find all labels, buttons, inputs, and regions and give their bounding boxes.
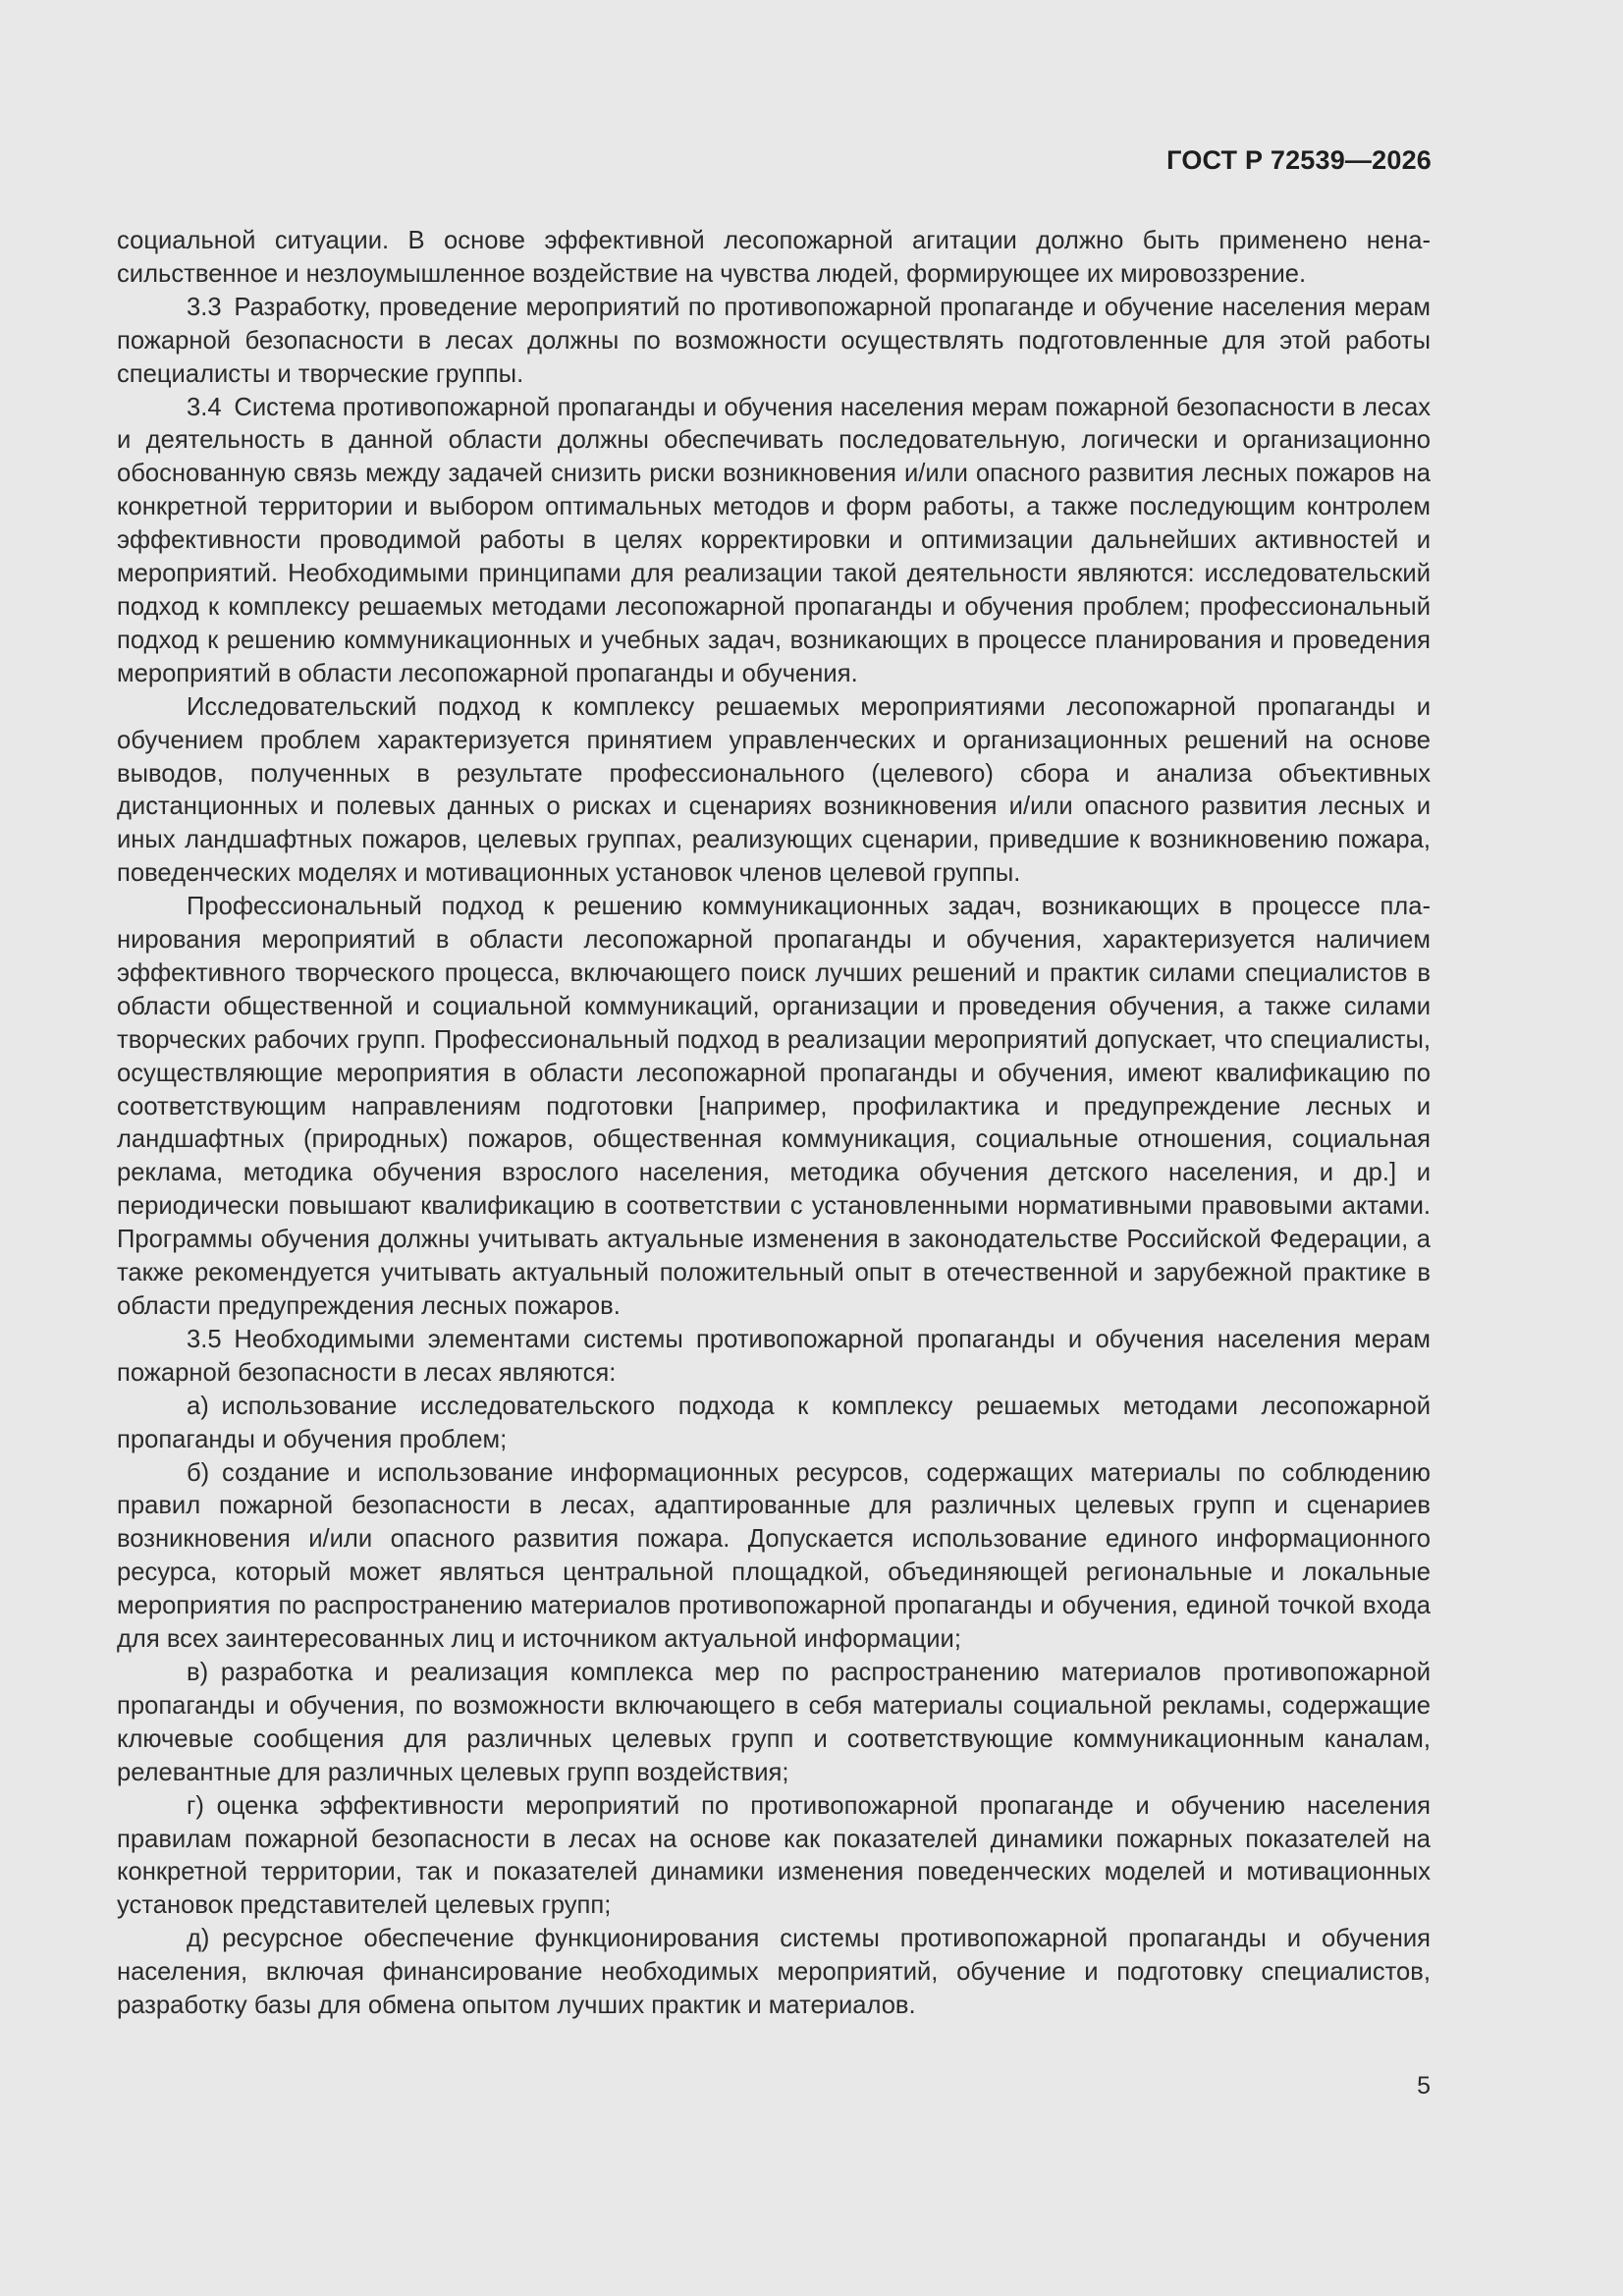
paragraph: д) ресурсное обеспечение функционирования системы противопожарной пропаганды и обучения населения, включая финансирование необходимых мероприятий, обучение и подготовку специалистов, разработку базы для обмена опытом лучших практик и материалов. (117, 1925, 1431, 2020)
paragraph: в) разработка и реализация комплекса мер по распространению материалов противопожарной пропаганды и обучения, по возможности включающего в себя материалы социальной рекламы, содержащие ключевые сообщения для различных целевых групп и соответствующие коммуникационным каналам, релевантные для различных целевых групп воздействия; (117, 1658, 1431, 1786)
paragraph: Профессиональный подход к решению коммуникационных задач, возникающих в процессе планирования мероприятий в области лесопожарной пропаганды и обучения, характеризуется наличием эффективного творческого процесса, включающего поиск лучших решений и практик силами специалистов в области общественной и социальной коммуникаций, организации и проведения обучения, а также силами творческих рабочих групп. Профессиональный подход в реализации мероприятий допускает, что специалисты, осуществляющие мероприятия в области лесопожарной пропаганды и обучения, имеют квалификацию по соответствующим направлениям подготовки [например, профилактика и предупреждение лесных и ландшафтных (природных) пожаров, общественная коммуникация, социальные отношения, социальная реклама, методика обучения взрослого населения, методика обучения детского населения, и др.] и периодически повышают квалификацию в соответствии с установленными нормативными правовыми актами. Программы обучения должны учитывать актуальные изменения в законодательстве Российской Федерации, а также рекомендуется учитывать актуальный положительный опыт в отечественной и зарубежной практике в области предупреждения лесных пожаров. (117, 893, 1431, 1320)
paragraph: а) использование исследовательского подхода к комплексу решаемых методами лесопожарной пропаганды и обучения проблем; (117, 1392, 1431, 1453)
paragraph: б) создание и использование информационных ресурсов, содержащих материалы по соблюдению правил пожарной безопасности в лесах, адаптированные для различных целевых групп и сценариев возникновения и/или опасного развития пожара. Допускается использование единого информационного ресурса, который может являться центральной площадкой, объединяющей региональные и локальные мероприятия по распространению материалов противопожарной пропаганды и обучения, единой точкой входа для всех заинтересованных лиц и источником актуальной информации; (117, 1458, 1431, 1654)
paragraph: г) оценка эффективности мероприятий по противопожарной пропаганде и обучению населения правилам пожарной безопасности в лесах на основе как показателей динамики пожарных показателей на конкретной территории, так и показателей динамики изменения поведенческих моделей и мотивационных установок представителей целевых групп; (117, 1791, 1431, 1920)
paragraph: 3.4 Система противопожарной пропаганды и обучения населения мерам пожарной безопасности в лесах и деятельность в данной области должны обеспечивать последовательную, логически и организационно обоснованную связь между задачей снизить риски возникновения и/или опасного развития лесных пожаров на конкретной территории и выбором оптимальных методов и форм работы, а также последующим контролем эффективности проводимой работы в целях корректировки и оптимизации дальнейших активностей и мероприятий. Необходимыми принципами для реализации такой деятельности являются: исследовательский подход к комплексу решаемых методами лесопожарной пропаганды и обучения проблем; профессиональный подход к решению коммуникационных и учебных задач, возникающих в процессе планирования и проведения мероприятий в области лесопожарной пропаганды и обучения. (117, 393, 1431, 687)
paragraph: социальной ситуации. В основе эффективной лесопожарной агитации должно быть применено ненасильственное и незлоумышленное воздействие на чувства людей, формирующее их мировоззрение. (117, 227, 1431, 288)
document-designation: ГОСТ Р 72539—2026 (1166, 145, 1432, 175)
paragraph: 3.5 Необходимыми элементами системы противопожарной пропаганды и обучения населения мерам пожарной безопасности в лесах являются: (117, 1325, 1431, 1387)
paragraph: 3.3 Разработку, проведение мероприятий по противопожарной пропаганде и обучение населения мерам пожарной безопасности в лесах должны по возможности осуществлять подготовленные для этой работы специалисты и творческие группы. (117, 293, 1431, 388)
paragraph: Исследовательский подход к комплексу решаемых мероприятиями лесопожарной пропаганды и обучением проблем характеризуется принятием управленческих и организационных решений на основе выводов, полученных в результате профессионального (целевого) сбора и анализа объективных дистанционных и полевых данных о рисках и сценариях возникновения и/или опасного развития лесных и иных ландшафтных пожаров, целевых группах, реализующих сценарии, приведшие к возникновению пожара, поведенческих моделях и мотивационных установок членов целевой группы. (117, 692, 1431, 888)
page-number: 5 (1417, 2072, 1431, 2100)
document-body (117, 225, 1431, 2023)
